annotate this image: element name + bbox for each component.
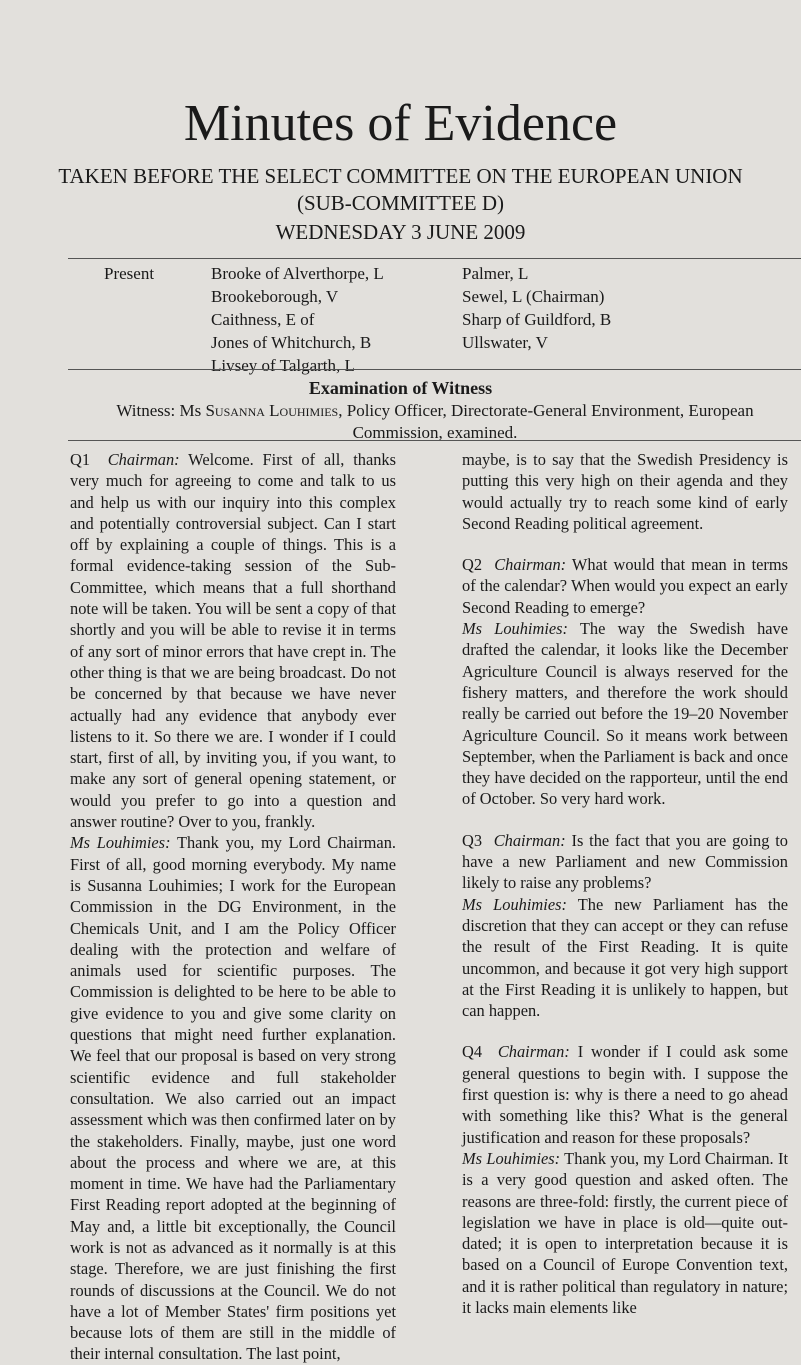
question-text: What would that mean in terms of the calendar? When would you expect an early Second Reading to emerge?	[462, 555, 789, 617]
member-name: Caithness, E of	[211, 310, 315, 329]
speaker-label: Ms Louhimies:	[70, 833, 171, 853]
member-name: Brookeborough, V	[211, 287, 339, 306]
members-list-right	[462, 262, 611, 354]
divider	[68, 369, 801, 370]
question-number: Q1	[70, 450, 91, 469]
member-name: Palmer, L	[462, 264, 529, 283]
continued-paragraph: maybe, is to say that the Swedish Presidency is putting this very high on their agenda and they would actually try to reach some kind of early Second Reading political agreement.	[462, 450, 788, 533]
right-column	[462, 449, 788, 1318]
speaker-label: Chairman:	[107, 450, 180, 469]
present-label: Present	[104, 264, 155, 283]
question-paragraph	[462, 830, 788, 894]
answer-text: Thank you, my Lord Chairman. It is a very good question and asked often. The reasons are three-fold: firstly, the current piece of legislation we have in place is old—quite out-dated; it is open to interpretation because it is based on a Council of Europe Convention text, and it is rather political than regulatory in nature; it lacks main elements like	[462, 1148, 788, 1317]
member-name: Sharp of Guildford, B	[462, 310, 612, 329]
speaker-label: Chairman:	[493, 830, 566, 850]
answer-paragraph	[462, 894, 788, 1022]
answer-paragraph	[462, 618, 788, 810]
member-name: Brooke of Alverthorpe, L	[211, 264, 384, 283]
question-text: Is the fact that you are going to have a new Parliament and new Commission likely to raise any problems?	[462, 830, 788, 893]
member-name: Livsey of Talgarth, L	[211, 356, 355, 375]
member-name: Sewel, L (Chairman)	[462, 287, 605, 306]
answer-paragraph	[462, 1148, 788, 1318]
committee-line: TAKEN BEFORE THE SELECT COMMITTEE ON THE EUROPEAN UNION	[58, 164, 743, 188]
speaker-label: Chairman:	[497, 1042, 570, 1062]
session-date: WEDNESDAY 3 JUNE 2009	[275, 220, 526, 244]
divider	[68, 258, 801, 259]
speaker-label: Ms Louhimies:	[462, 894, 567, 914]
answer-paragraph	[70, 832, 396, 1364]
sub-committee-line: (SUB-COMMITTEE D)	[296, 191, 505, 215]
answer-text: The new Parliament has the discretion that they can accept or they can refuse the result of the First Reading. It is quite uncommon, and because it got very high support at the First Reading it is unlikely to happen, but can happen.	[462, 894, 789, 1021]
question-text: Welcome. First of all, thanks very much for agreeing to come and talk to us and help us with our inquiry into this complex and potentially controversial subject. Can I start off by explaining a couple of things. This is a formal evidence-taking session of the Sub-Committee, which means that a full shorthand note will be taken. You will be sent a copy of that shortly and you will be able to revise it in terms of any sort of minor errors that have crept in. The other thing is that we are being broadcast. Do not be concerned by that because we have never actually had any evidence that anybody ever listens to it. So there we are. I wonder if I could start, first of all, by inviting you, if you want, to make any sort of general opening statement, or would you prefer to go into a question and answer routine? Over to you, frankly.	[70, 450, 396, 832]
witness-prefix: Witness: Ms	[116, 401, 206, 420]
answer-text: Thank you, my Lord Chairman. First of all, good morning everybody. My name is Susanna Louhimies; I work for the European Commission in the DG Environment, in the Chemicals Unit, and I am the Policy Officer dealing with the protection and welfare of animals used for scientific purposes. The Commission is delighted to be here to be able to give evidence to you and give some clarity on questions that might need further explanation. We feel that our proposal is based on very strong scientific evidence and full stakeholder consultation. We also carried out an impact assessment which was then confirmed later on by the stakeholders. Finally, maybe, just one word about the process and where we are, at this moment in time. We have had the Parliamentary First Reading report adopted at the beginning of May and, a little bit exceptionally, the Council work is not as advanced as it normally is at this stage. Therefore, we are just finishing the first rounds of discussions at the Council. We do not have a lot of Member States' firm positions yet because lots of them are still in the middle of their internal consultation. The last point,	[70, 833, 396, 1364]
question-number: Q2	[462, 555, 483, 575]
question-paragraph	[462, 1041, 788, 1147]
speaker-label: Chairman:	[494, 555, 567, 575]
witness-suffix: , Policy Officer, Directorate-General Environment, European Commission, examined.	[338, 401, 754, 442]
left-column	[70, 449, 396, 1365]
page-title: Minutes of Evidence	[183, 95, 618, 152]
member-name: Ullswater, V	[462, 333, 548, 352]
question-paragraph	[70, 449, 396, 832]
question-text: I wonder if I could ask some general questions to begin with. I suppose the first question is: why is there a need to go ahead with something like this? What is the general justification and reason for these proposals?	[462, 1042, 788, 1147]
answer-text: The way the Swedish have drafted the calendar, it looks like the December Agriculture Council is always reserved for the fishery matters, and therefore the work should really be carried out before the 19–20 November Agriculture Council. So it means work between September, when the Parliament is back and once they have decided on the rapporteur, until the end of October. So very hard work.	[462, 619, 789, 809]
speaker-label: Ms Louhimies:	[462, 619, 568, 639]
question-paragraph	[462, 554, 788, 618]
divider	[68, 440, 801, 441]
witness-name: Susanna Louhimies	[205, 401, 339, 420]
witness-line	[70, 400, 800, 444]
examination-heading: Examination of Witness	[308, 378, 493, 398]
member-name: Jones of Whitchurch, B	[211, 333, 372, 352]
question-number: Q4	[462, 1042, 483, 1062]
members-list-left	[211, 262, 384, 377]
question-number: Q3	[462, 830, 483, 850]
speaker-label: Ms Louhimies:	[462, 1148, 561, 1168]
